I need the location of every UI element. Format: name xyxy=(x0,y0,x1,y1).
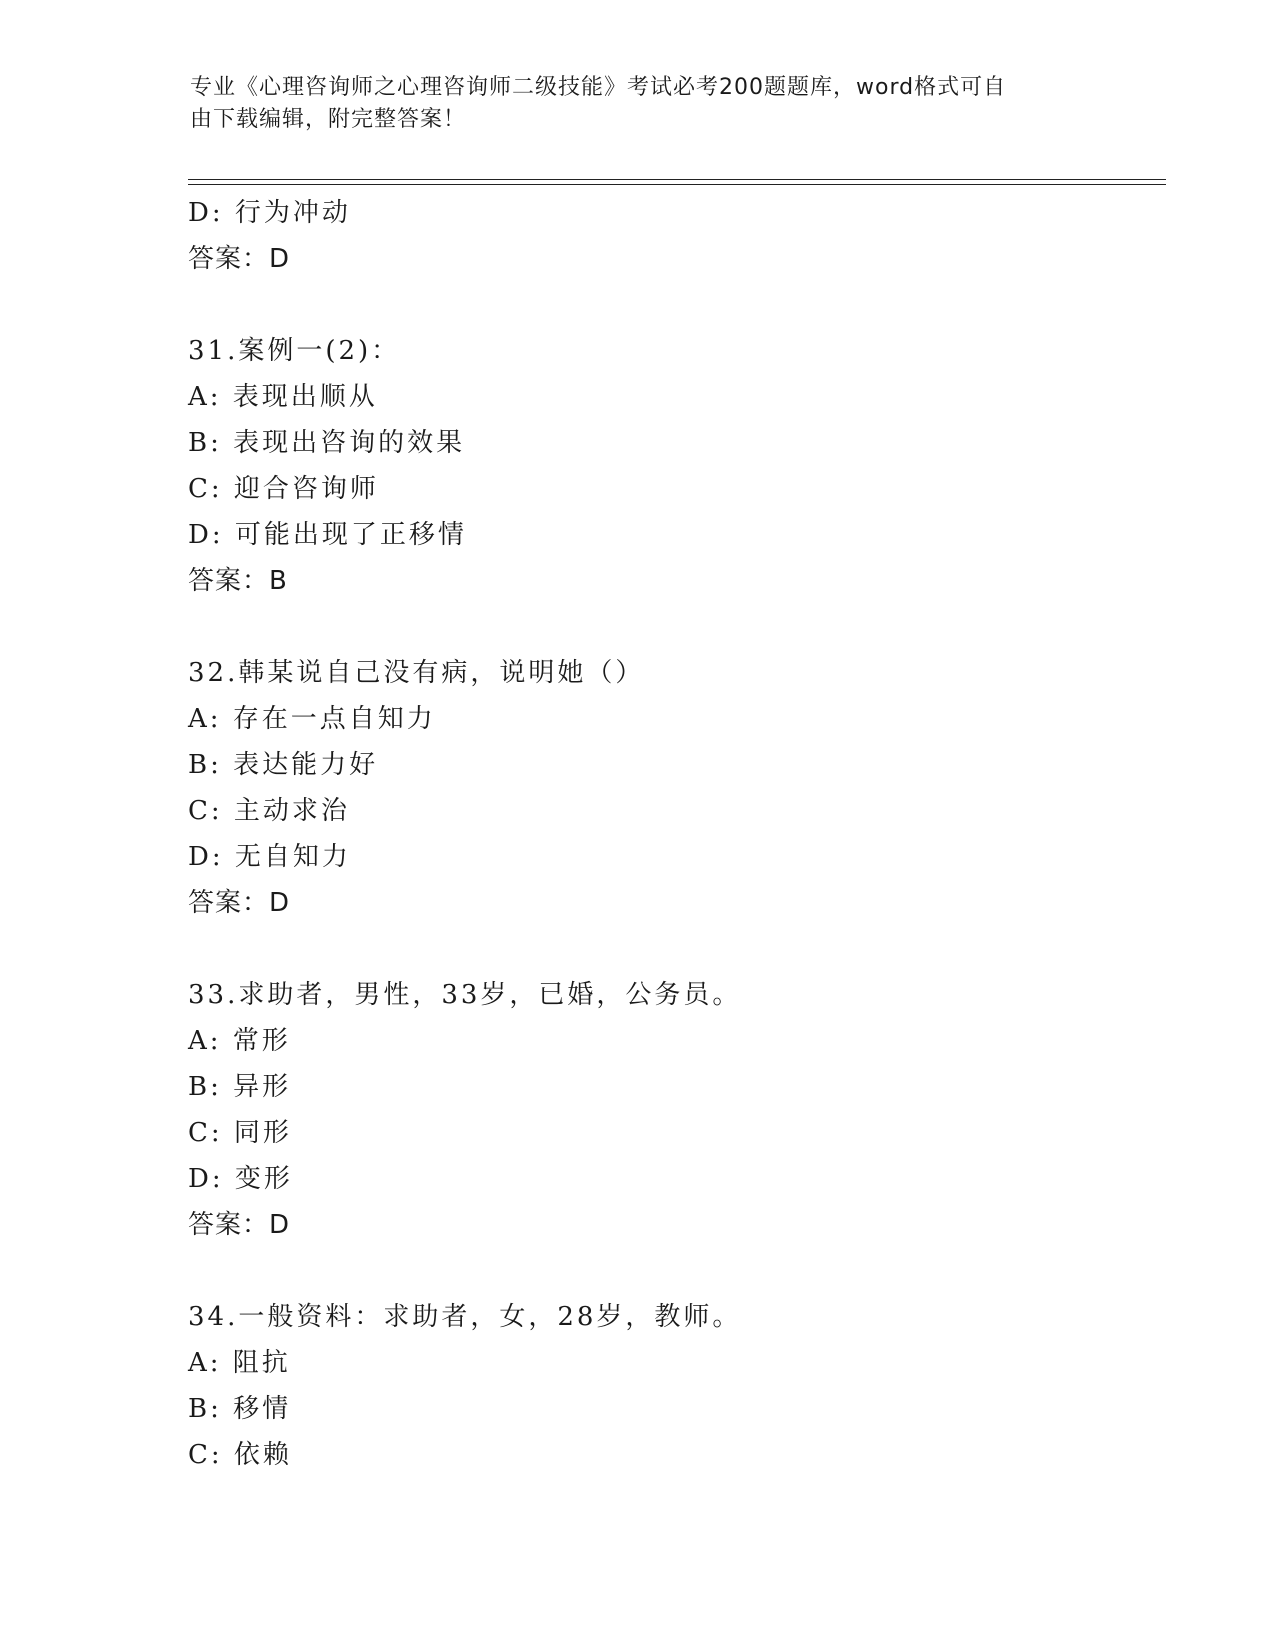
header-divider-bottom xyxy=(188,184,1166,185)
option-d: D: 可能出现了正移情 xyxy=(188,520,467,550)
spacer xyxy=(188,926,1148,972)
question-title: 34.一般资料：求助者，女，28岁，教师。 xyxy=(188,1302,742,1332)
question-content xyxy=(188,190,1148,1478)
question-32 xyxy=(188,650,1148,926)
option-a: A: 存在一点自知力 xyxy=(188,704,436,734)
option-d: D: 行为冲动 xyxy=(188,198,351,228)
answer-line: 答案：D xyxy=(188,1210,291,1240)
option-b: B: 表现出咨询的效果 xyxy=(188,428,466,458)
option-c: C: 迎合咨询师 xyxy=(188,474,379,504)
question-30-tail xyxy=(188,190,1148,282)
spacer xyxy=(188,604,1148,650)
option-c: C: 同形 xyxy=(188,1118,292,1148)
question-34 xyxy=(188,1294,1148,1478)
question-33 xyxy=(188,972,1148,1248)
option-a: A: 常形 xyxy=(188,1026,291,1056)
question-title: 31.案例一(2)： xyxy=(188,336,401,366)
spacer xyxy=(188,1248,1148,1294)
answer-line: 答案：B xyxy=(188,566,288,596)
option-a: A: 表现出顺从 xyxy=(188,382,378,412)
question-31 xyxy=(188,328,1148,604)
question-title: 32.韩某说自己没有病，说明她（） xyxy=(188,658,645,688)
question-title: 33.求助者，男性，33岁，已婚，公务员。 xyxy=(188,980,742,1010)
option-b: B: 移情 xyxy=(188,1394,292,1424)
option-b: B: 表达能力好 xyxy=(188,750,379,780)
option-d: D: 无自知力 xyxy=(188,842,351,872)
option-d: D: 变形 xyxy=(188,1164,293,1194)
header-line-2: 由下载编辑，附完整答案！ xyxy=(190,107,467,132)
document-header xyxy=(190,72,1090,136)
header-divider-top xyxy=(188,179,1166,180)
option-a: A: 阻抗 xyxy=(188,1348,291,1378)
answer-line: 答案：D xyxy=(188,888,291,918)
option-b: B: 异形 xyxy=(188,1072,292,1102)
answer-line: 答案：D xyxy=(188,244,291,274)
spacer xyxy=(188,282,1148,328)
option-c: C: 主动求治 xyxy=(188,796,350,826)
option-c: C: 依赖 xyxy=(188,1440,292,1470)
header-line-1: 专业《心理咨询师之心理咨询师二级技能》考试必考200题题库，word格式可自 xyxy=(190,75,1007,100)
